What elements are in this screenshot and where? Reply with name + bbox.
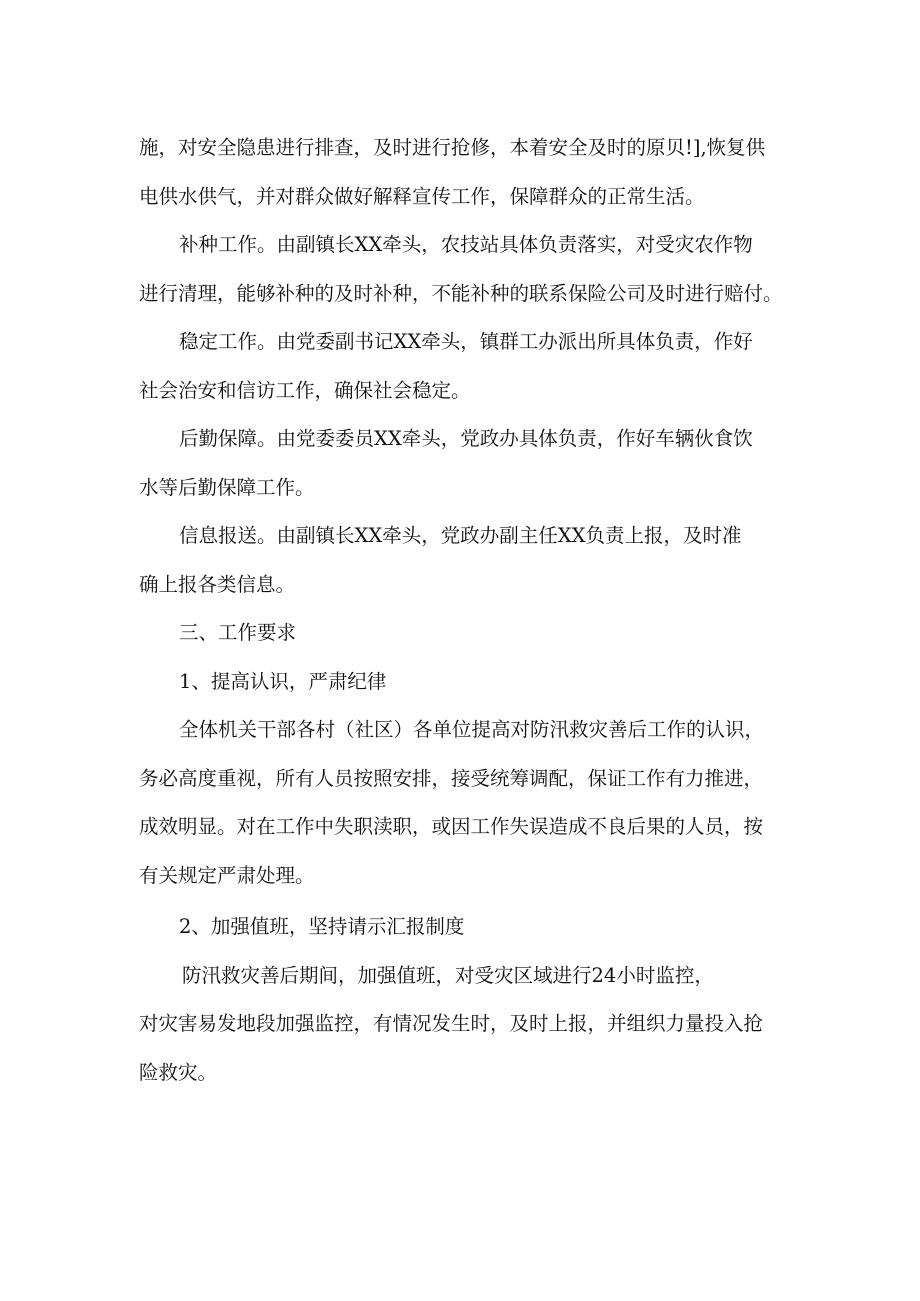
heading-line: 1、提高认识，严肃纪律 (179, 669, 387, 693)
text-line: 有关规定严肃处理。 (139, 863, 315, 887)
heading-line: 2、加强值班，坚持请示汇报制度 (179, 915, 465, 938)
text-line: 进行清理，能够补种的及时补种，不能补种的联系保险公司及时进行赔付。 (139, 281, 783, 305)
text-line: 全体机关干部各村（社区）各单位提高对防汛救灾善后工作的认识， (179, 718, 765, 741)
text-line: 成效明显。对在工作中失职渎职，或因工作失误造成不良后果的人员，按 (139, 815, 764, 838)
document-body (139, 124, 789, 1097)
paragraph-restore-service (139, 124, 789, 221)
text-line: 水等后勤保障工作。 (139, 475, 315, 499)
paragraph-replant (139, 221, 789, 318)
paragraph-discipline (139, 706, 789, 900)
paragraph-duty (139, 952, 789, 1098)
subheading-discipline (139, 658, 789, 707)
text-line: 电供水供气，并对群众做好解释宣传工作，保障群众的正常生活。 (139, 184, 705, 208)
text-line: 对灾害易发地段加强监控，有情况发生时，及时上报，并组织力量投入抢 (139, 1012, 764, 1035)
text-line: 施，对安全隐患进行排查，及时进行抢修，本着安全及时的原贝!],恢复供 (139, 136, 766, 159)
text-line: 确上报各类信息。 (139, 572, 296, 596)
text-line: 稳定工作。由党委副书记XX牵头，镇群工办派出所具体负责，作好 (179, 330, 753, 353)
paragraph-info-report (139, 512, 789, 609)
text-line: 社会治安和信访工作，确保社会稳定。 (139, 378, 471, 402)
text-line: 后勤保障。由党委委员XX牵头，党政办具体负责，作好车辆伙食饮 (179, 427, 753, 450)
text-line: 防汛救灾善后期间，加强值班，对受灾区域进行24小时监控， (182, 963, 714, 987)
text-line: 务必高度重视，所有人员按照安排，接受统筹调配，保证工作有力推进， (139, 766, 764, 790)
paragraph-logistics (139, 415, 789, 512)
subheading-duty (139, 903, 789, 952)
section-heading-work-requirements (139, 609, 789, 658)
paragraph-stability (139, 318, 789, 415)
text-line: 信息报送。由副镇长XX牵头，党政办副主任XX负责上报，及时准 (179, 524, 742, 547)
heading-line: 三、工作要求 (179, 621, 297, 644)
text-line: 险救灾。 (139, 1060, 218, 1084)
text-line: 补种工作。由副镇长XX牵头，农技站具体负责落实，对受灾农作物 (179, 233, 753, 256)
